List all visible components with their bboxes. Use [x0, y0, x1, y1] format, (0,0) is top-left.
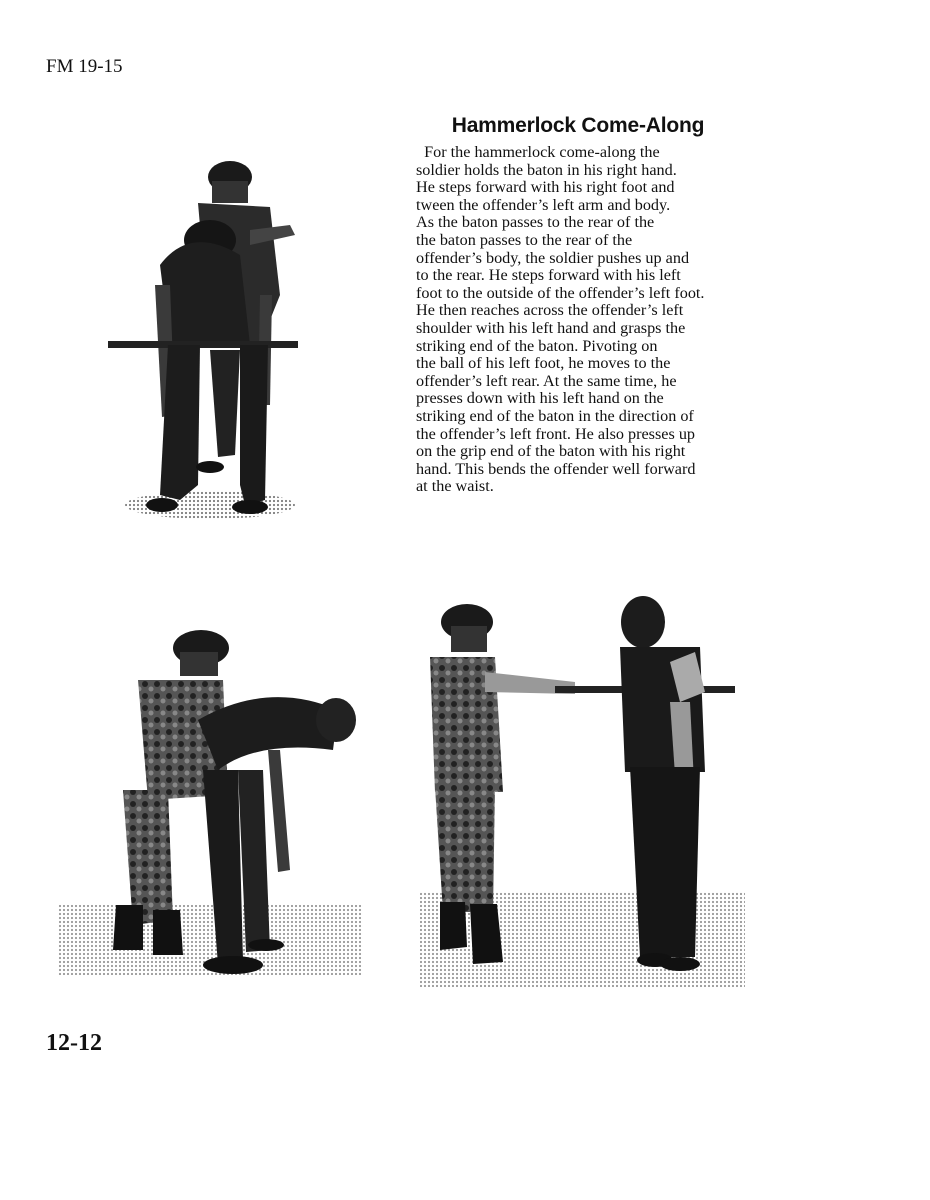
halftone-figure-image — [415, 592, 750, 992]
body-line: As the baton passes to the rear of the — [416, 213, 655, 232]
section-title: Hammerlock Come-Along — [451, 114, 705, 137]
page-number: 12-12 — [46, 1030, 102, 1056]
body-line: hand. This bends the offender well forward — [416, 459, 696, 478]
body-line: offender’s body, the soldier pushes up and — [416, 248, 690, 267]
body-line: on the grip end of the baton with his right — [416, 442, 686, 461]
body-line: offender’s left rear. At the same time, he — [416, 371, 677, 390]
photo-hammerlock-step-3 — [58, 620, 368, 985]
body-line: foot to the outside of the offender’s left foot. — [416, 283, 705, 302]
body-line: For the hammerlock come-along the — [416, 143, 660, 161]
body-line: shoulder with his left hand and grasps the — [416, 318, 686, 337]
body-line: the baton passes to the rear of the — [416, 230, 633, 249]
photo-hammerlock-step-1 — [100, 155, 310, 525]
body-line: at the waist. — [416, 477, 494, 496]
body-line: the ball of his left foot, he moves to the — [416, 354, 671, 373]
body-line: presses down with his left hand on the — [416, 389, 664, 408]
body-line: striking end of the baton. Pivoting on — [416, 336, 658, 355]
body-line: He then reaches across the offender’s left — [416, 301, 684, 320]
body-paragraph — [416, 144, 754, 496]
halftone-figure-image — [100, 155, 310, 525]
page-header: FM 19-15 — [46, 56, 123, 77]
body-line: soldier holds the baton in his right hand. — [416, 160, 677, 179]
body-line: striking end of the baton in the direction of — [416, 406, 694, 425]
body-line: the offender’s left front. He also presses up — [416, 424, 696, 443]
body-line: to the rear. He steps forward with his left — [416, 266, 681, 285]
photo-hammerlock-step-2 — [415, 592, 750, 992]
halftone-figure-image — [58, 620, 368, 985]
body-line: tween the offender’s left arm and body. — [416, 195, 671, 214]
body-line: He steps forward with his right foot and — [416, 178, 675, 197]
